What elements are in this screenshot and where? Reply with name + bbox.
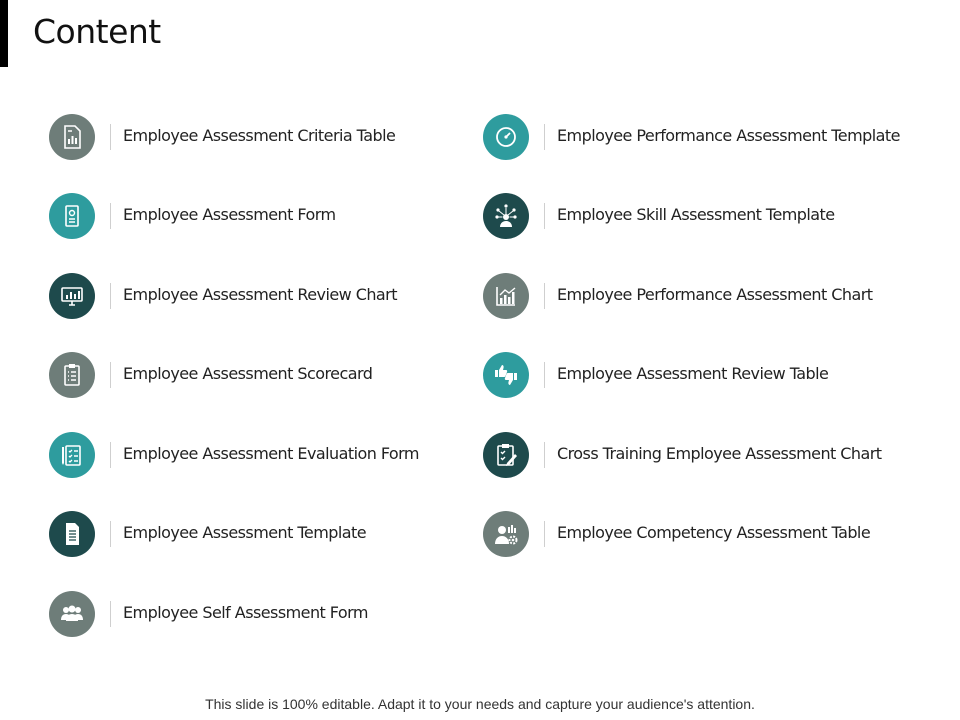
item-divider [544, 124, 545, 150]
item-label: Employee Assessment Review Table [557, 364, 829, 383]
page-title: Content [33, 12, 161, 51]
item-label: Employee Assessment Scorecard [123, 364, 373, 383]
item-divider [110, 283, 111, 309]
clipboard-check-icon [483, 432, 529, 478]
item-label: Employee Assessment Evaluation Form [123, 444, 419, 463]
document-chart-icon [49, 114, 95, 160]
form-icon [49, 193, 95, 239]
item-label: Employee Competency Assessment Table [557, 523, 871, 542]
person-gear-icon [483, 511, 529, 557]
person-network-icon [483, 193, 529, 239]
item-divider [110, 442, 111, 468]
item-divider [110, 124, 111, 150]
item-divider [110, 601, 111, 627]
item-divider [544, 283, 545, 309]
item-label: Cross Training Employee Assessment Chart [557, 444, 882, 463]
users-group-icon [49, 591, 95, 637]
clipboard-list-icon [49, 352, 95, 398]
item-label: Employee Assessment Template [123, 523, 366, 542]
item-label: Employee Performance Assessment Template [557, 126, 900, 145]
item-divider [110, 203, 111, 229]
document-icon [49, 511, 95, 557]
item-divider [544, 442, 545, 468]
item-label: Employee Assessment Criteria Table [123, 126, 396, 145]
footer-note: This slide is 100% editable. Adapt it to your needs and capture your audience's attention. [205, 696, 755, 712]
item-divider [544, 362, 545, 388]
bar-chart-icon [483, 273, 529, 319]
item-label: Employee Assessment Review Chart [123, 285, 397, 304]
item-label: Employee Assessment Form [123, 205, 336, 224]
thumbs-up-down-icon [483, 352, 529, 398]
item-label: Employee Performance Assessment Chart [557, 285, 873, 304]
item-label: Employee Skill Assessment Template [557, 205, 835, 224]
item-divider [110, 362, 111, 388]
item-divider [544, 521, 545, 547]
checklist-pencil-icon [49, 432, 95, 478]
speedometer-icon [483, 114, 529, 160]
item-divider [110, 521, 111, 547]
item-divider [544, 203, 545, 229]
title-accent-bar [0, 0, 8, 67]
monitor-chart-icon [49, 273, 95, 319]
item-label: Employee Self Assessment Form [123, 603, 368, 622]
